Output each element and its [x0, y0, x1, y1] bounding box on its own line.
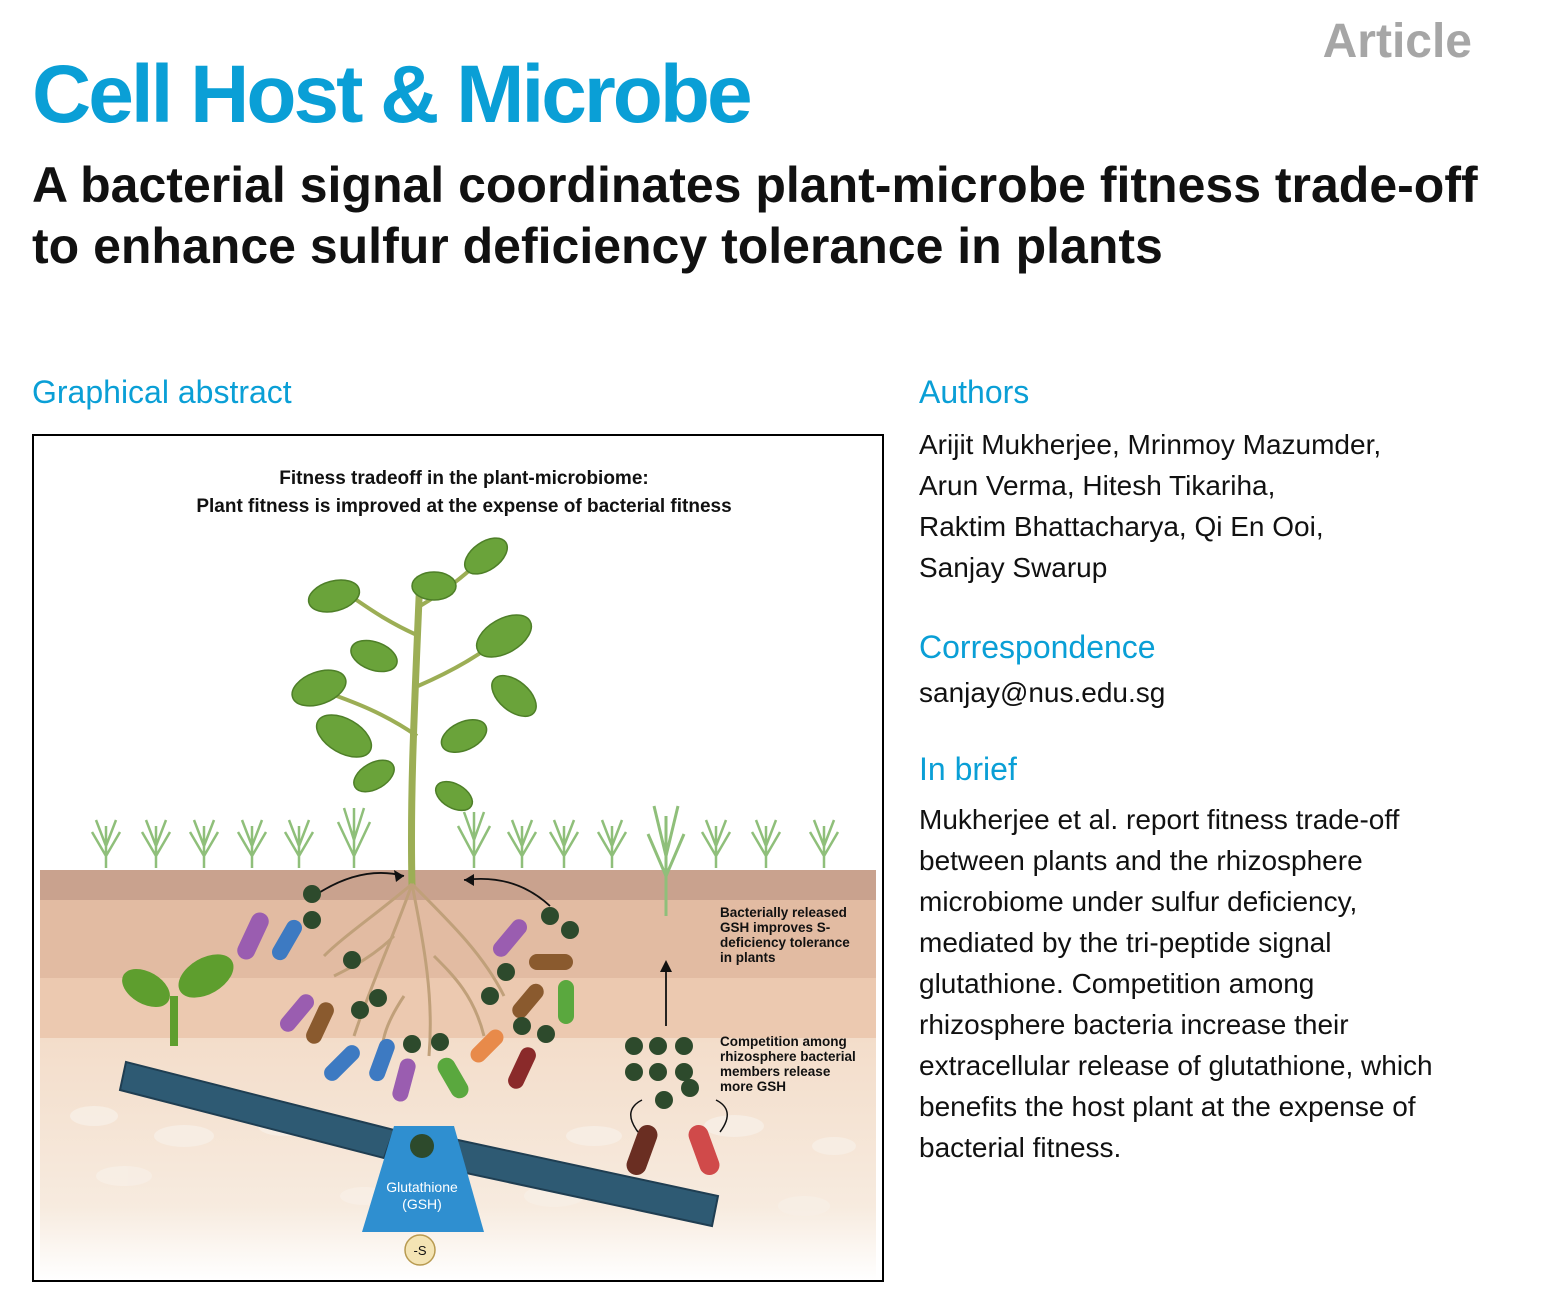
article-type-label: Article [1322, 15, 1472, 68]
article-title: A bacterial signal coordinates plant-microbe fitness trade-off to enhance sulfur deficiency tolerance in plants [32, 157, 1478, 274]
journal-name: Cell Host & Microbe [32, 49, 750, 140]
in-brief-line: mediated by the tri-peptide signal [919, 927, 1332, 958]
in-brief-line: bacterial fitness. [919, 1132, 1122, 1163]
note2-line2: rhizosphere bacterial [720, 1049, 856, 1064]
note1-line2: GSH improves S- [720, 920, 831, 935]
graphical-abstract-figure [32, 434, 884, 1282]
note1-line4: in plants [720, 950, 776, 965]
tomato-plant [287, 531, 543, 886]
author-line: Raktim Bhattacharya, Qi En Ooi, [919, 511, 1324, 542]
note2-line1: Competition among [720, 1034, 847, 1049]
fulcrum-label-line1: Glutathione [386, 1179, 458, 1195]
note1-line3: deficiency tolerance [720, 935, 850, 950]
sulfur-label: -S [413, 1243, 427, 1258]
in-brief-text [919, 799, 1433, 1168]
figure-caption-line2: Plant fitness is improved at the expense of bacterial fitness [196, 496, 732, 517]
author-line: Arun Verma, Hitesh Tikariha, [919, 470, 1276, 501]
in-brief-line: microbiome under sulfur deficiency, [919, 886, 1358, 917]
correspondence-heading: Correspondence [919, 629, 1156, 665]
figure-caption-line1: Fitness tradeoff in the plant-microbiome: [279, 468, 649, 489]
in-brief-line: benefits the host plant at the expense of [919, 1091, 1416, 1122]
graphical-abstract-heading: Graphical abstract [32, 374, 292, 410]
authors-list [919, 424, 1381, 588]
author-line: Arijit Mukherjee, Mrinmoy Mazumder, [919, 429, 1382, 460]
fulcrum-gsh-dot [410, 1134, 434, 1158]
author-line: Sanjay Swarup [919, 552, 1108, 583]
in-brief-heading: In brief [919, 751, 1017, 787]
in-brief-line: rhizosphere bacteria increase their [919, 1009, 1349, 1040]
in-brief-line: extracellular release of glutathione, which [919, 1050, 1433, 1081]
note2-line3: members release [720, 1064, 831, 1079]
note1-line1: Bacterially released [720, 905, 847, 920]
in-brief-line: glutathione. Competition among [919, 968, 1315, 999]
fulcrum-label-line2: (GSH) [402, 1196, 442, 1212]
graphical-abstract-illustration [34, 436, 882, 1280]
topsoil-layer [40, 870, 876, 900]
correspondence-email[interactable]: sanjay@nus.edu.sg [919, 677, 1166, 708]
grass-seedlings [92, 808, 838, 868]
authors-heading: Authors [919, 374, 1030, 410]
note2-line4: more GSH [720, 1079, 787, 1094]
in-brief-line: between plants and the rhizosphere [919, 845, 1363, 876]
in-brief-line: Mukherjee et al. report fitness trade-off [919, 804, 1400, 835]
